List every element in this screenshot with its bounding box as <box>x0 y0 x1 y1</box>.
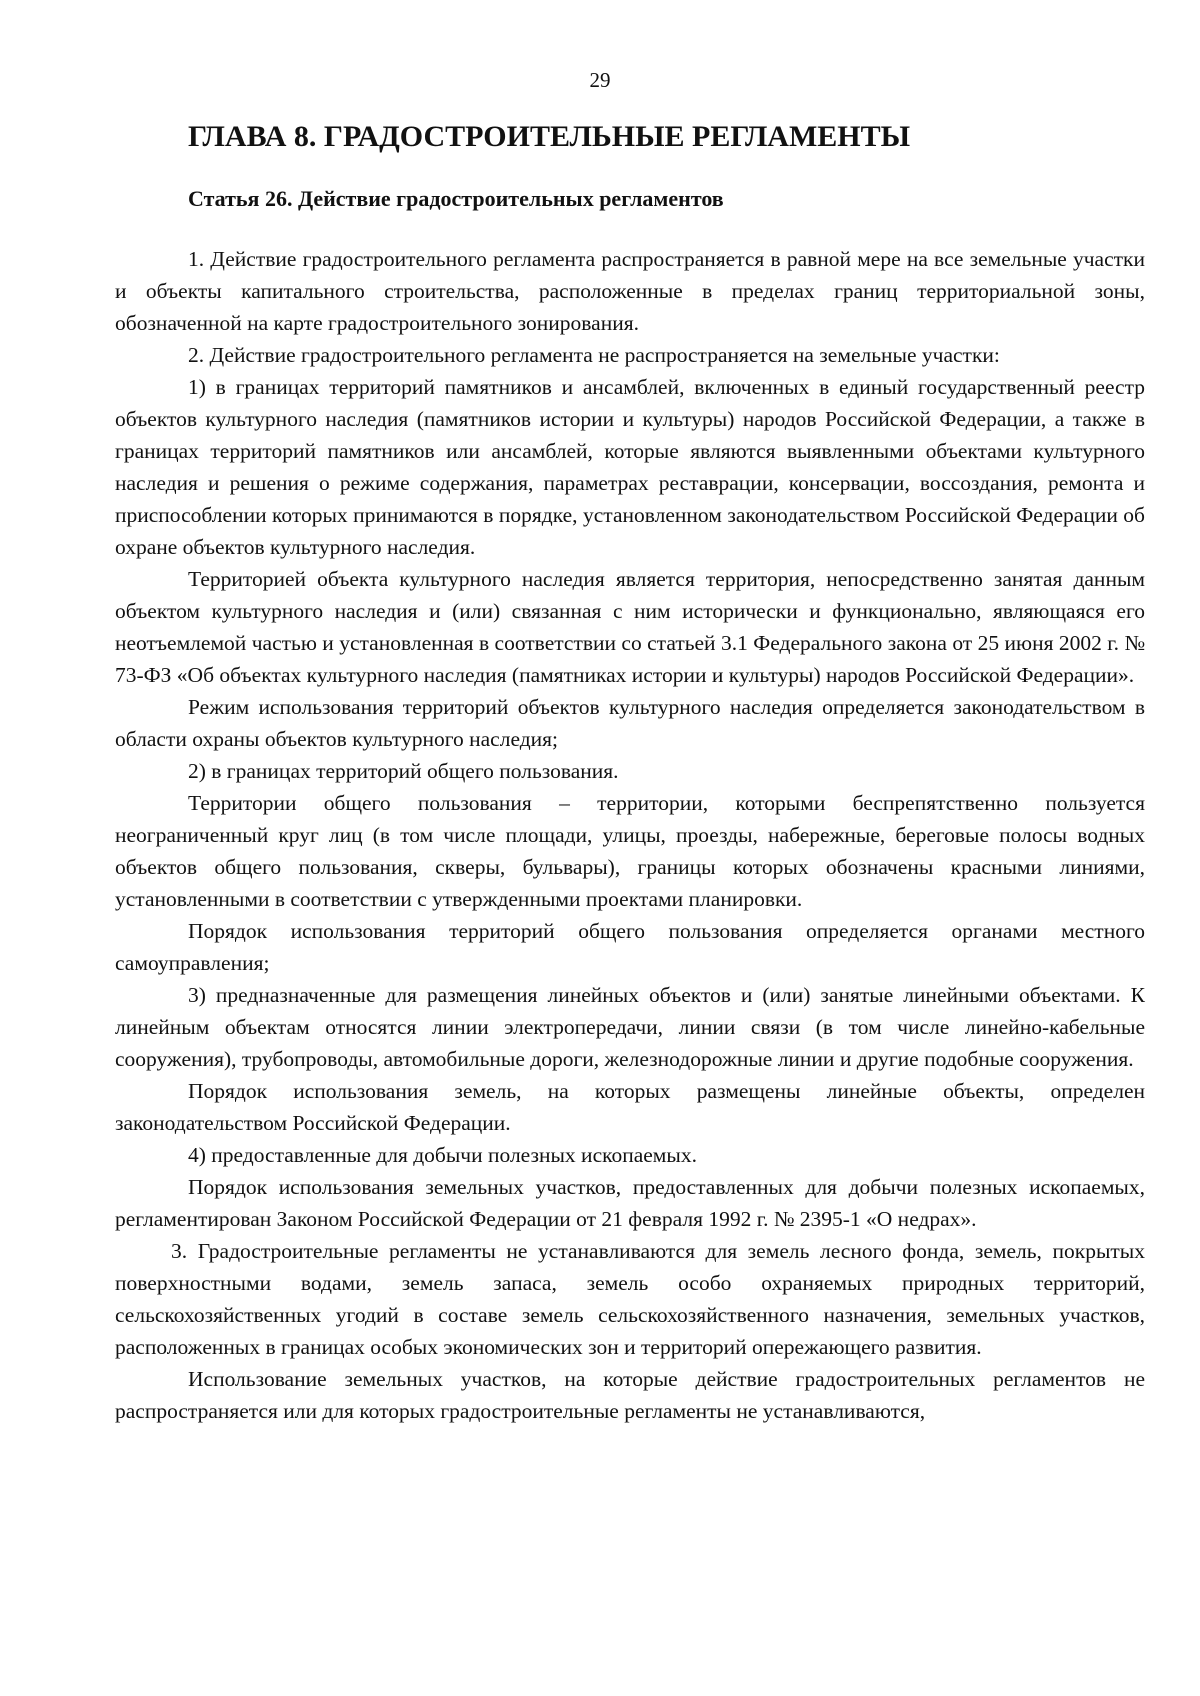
paragraph-item-2: 2) в границах территорий общего пользования. <box>188 759 619 783</box>
paragraph-clause-2: 2. Действие градостроительного регламента не распространяется на земельные участки: <box>188 343 1000 367</box>
paragraph-item-4: 4) предоставленные для добычи полезных ископаемых. <box>188 1143 697 1167</box>
chapter-title: ГЛАВА 8. ГРАДОСТРОИТЕЛЬНЫЕ РЕГЛАМЕНТЫ <box>188 120 911 153</box>
paragraph-clause-1: 1. Действие градостроительного регламента распространяется в равной мере на все земельные участки и объекты капитального строительства, расположенные в пределах границ территориальной зоны, обозначенной на карте градостроительного зонирования. <box>115 247 1145 335</box>
paragraph-heritage-regime: Режим использования территорий объектов культурного наследия определяется законодательством в области охраны объектов культурного наследия; <box>115 695 1145 751</box>
paragraph-public-territories: Территории общего пользования – территории, которыми беспрепятственно пользуется неограниченный круг лиц (в том числе площади, улицы, проезды, набережные, береговые полосы водных объектов общего пользования, скверы, бульвары), границы которых обозначены красными линиями, установленными в соответствии с утвержденными проектами планировки. <box>115 791 1145 911</box>
paragraph-heritage-territory: Территорией объекта культурного наследия является территория, непосредственно занятая данным объектом культурного наследия и (или) связанная с ним исторически и функционально, являющаяся его неотъемлемой частью и установленная в соответствии со статьей 3.1 Федерального закона от 25 июня 2002 г. № 73-ФЗ «Об объектах культурного наследия (памятниках истории и культуры) народов Российской Федерации». <box>115 567 1145 687</box>
page-number: 29 <box>589 68 611 92</box>
article-title: Статья 26. Действие градостроительных регламентов <box>188 186 724 211</box>
paragraph-item-1: 1) в границах территорий памятников и ансамблей, включенных в единый государственный реестр объектов культурного наследия (памятников истории и культуры) народов Российской Федерации, а также в границах территорий памятников или ансамблей, которые являются выявленными объектами культурного наследия и решения о режиме содержания, параметрах реставрации, консервации, воссоздания, ремонта и приспособлении которых принимаются в порядке, установленном законодательством Российской Федерации об охране объектов культурного наследия. <box>115 375 1145 559</box>
paragraph-item-3: 3) предназначенные для размещения линейных объектов и (или) занятые линейными объектами. К линейным объектам относятся линии электропередачи, линии связи (в том числе линейно-кабельные сооружения), трубопроводы, автомобильные дороги, железнодорожные линии и другие подобные сооружения. <box>115 983 1145 1071</box>
paragraph-mining-order: Порядок использования земельных участков, предоставленных для добычи полезных ископаемых, регламентирован Законом Российской Федерации от 21 февраля 1992 г. № 2395-1 «О недрах». <box>115 1175 1145 1231</box>
article-body <box>115 243 1145 1427</box>
paragraph-clause-3: 3. Градостроительные регламенты не устанавливаются для земель лесного фонда, земель, покрытых поверхностными водами, земель запаса, земель особо охраняемых природных территорий, сельскохозяйственных угодий в составе земель сельскохозяйственного назначения, земельных участков, расположенных в границах особых экономических зон и территорий опережающего развития. <box>115 1239 1145 1359</box>
paragraph-land-use: Использование земельных участков, на которые действие градостроительных регламентов не распространяется или для которых градостроительные регламенты не устанавливаются, <box>115 1367 1145 1423</box>
paragraph-linear-objects-order: Порядок использования земель, на которых размещены линейные объекты, определен законодательством Российской Федерации. <box>115 1079 1145 1135</box>
paragraph-public-territories-order: Порядок использования территорий общего пользования определяется органами местного самоуправления; <box>115 919 1145 975</box>
